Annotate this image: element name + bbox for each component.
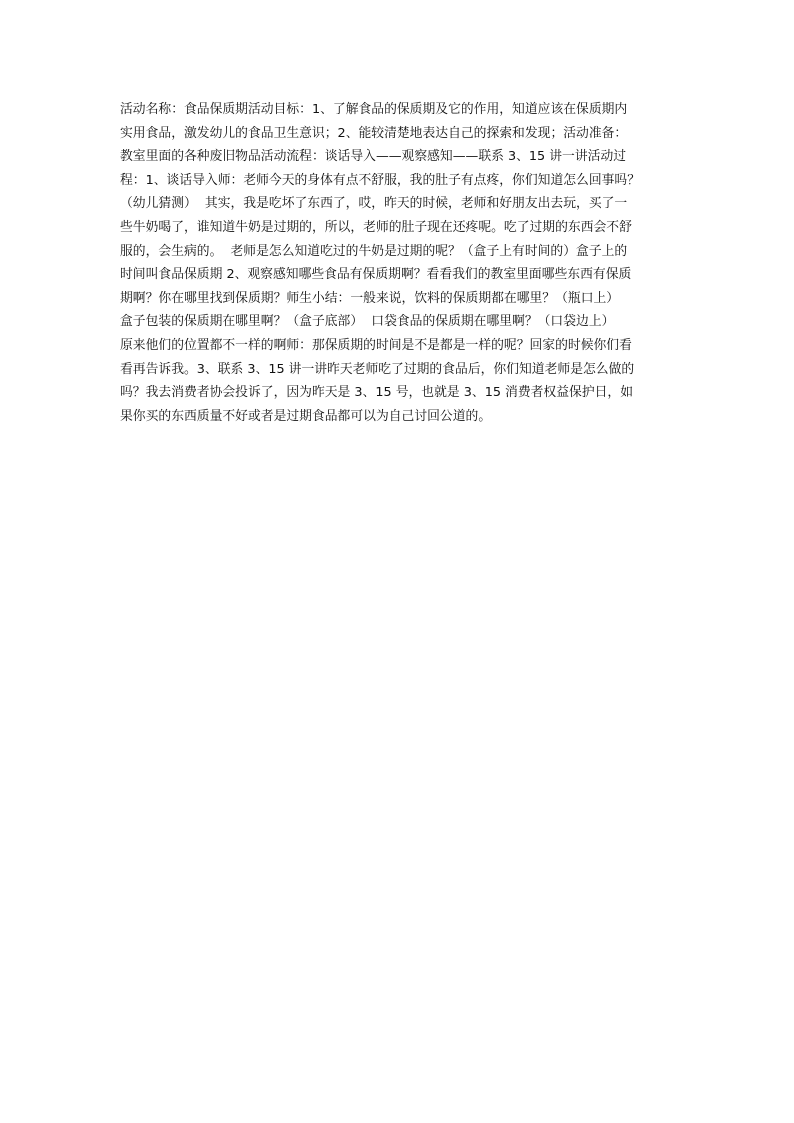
text-line: 活动名称：食品保质期活动目标：1、了解食品的保质期及它的作用，知道应该在保质期内 xyxy=(120,102,628,117)
text-line: 原来他们的位置都不一样的啊师：那保质期的时间是不是都是一样的呢？回家的时候你们看 xyxy=(120,337,632,353)
text-line: （幼儿猜测） 其实，我是吃坏了东西了，哎，昨天的时候，老师和好朋友出去玩，买了一 xyxy=(120,196,628,212)
text-line: 实用食品，激发幼儿的食品卫生意识；2、能较清楚地表达自己的探索和发现；活动准备： xyxy=(120,125,628,141)
document-body xyxy=(120,98,680,428)
text-line: 程：1、谈话导入师：老师今天的身体有点不舒服，我的肚子有点疼，你们知道怎么回事吗？ xyxy=(120,172,641,188)
text-line: 服的，会生病的。 老师是怎么知道吃过的牛奶是过期的呢？（盒子上有时间的）盒子上的 xyxy=(120,243,628,259)
text-line: 看再告诉我。3、联系 3、15 讲一讲昨天老师吃了过期的食品后，你们知道老师是怎么做的 xyxy=(120,361,635,377)
text-line: 期啊？你在哪里找到保质期？师生小结：一般来说，饮料的保质期都在哪里？（瓶口上） xyxy=(120,290,620,306)
text-line: 盒子包装的保质期在哪里啊？（盒子底部） 口袋食品的保质期在哪里啊？（口袋边上） xyxy=(120,314,615,330)
text-line: 时间叫食品保质期 2、观察感知哪些食品有保质期啊？看看我们的教室里面哪些东西有保质 xyxy=(120,267,632,283)
text-line: 果你买的东西质量不好或者是过期食品都可以为自己讨回公道的。 xyxy=(120,408,492,424)
text-line: 吗？我去消费者协会投诉了，因为昨天是 3、15 号，也就是 3、15 消费者权益保护日，如 xyxy=(120,385,634,401)
text-line: 些牛奶喝了，谁知道牛奶是过期的，所以，老师的肚子现在还疼呢。吃了过期的东西会不舒 xyxy=(120,219,632,235)
text-line: 教室里面的各种废旧物品活动流程：谈话导入——观察感知——联系 3、15 讲一讲活动过 xyxy=(120,149,627,165)
